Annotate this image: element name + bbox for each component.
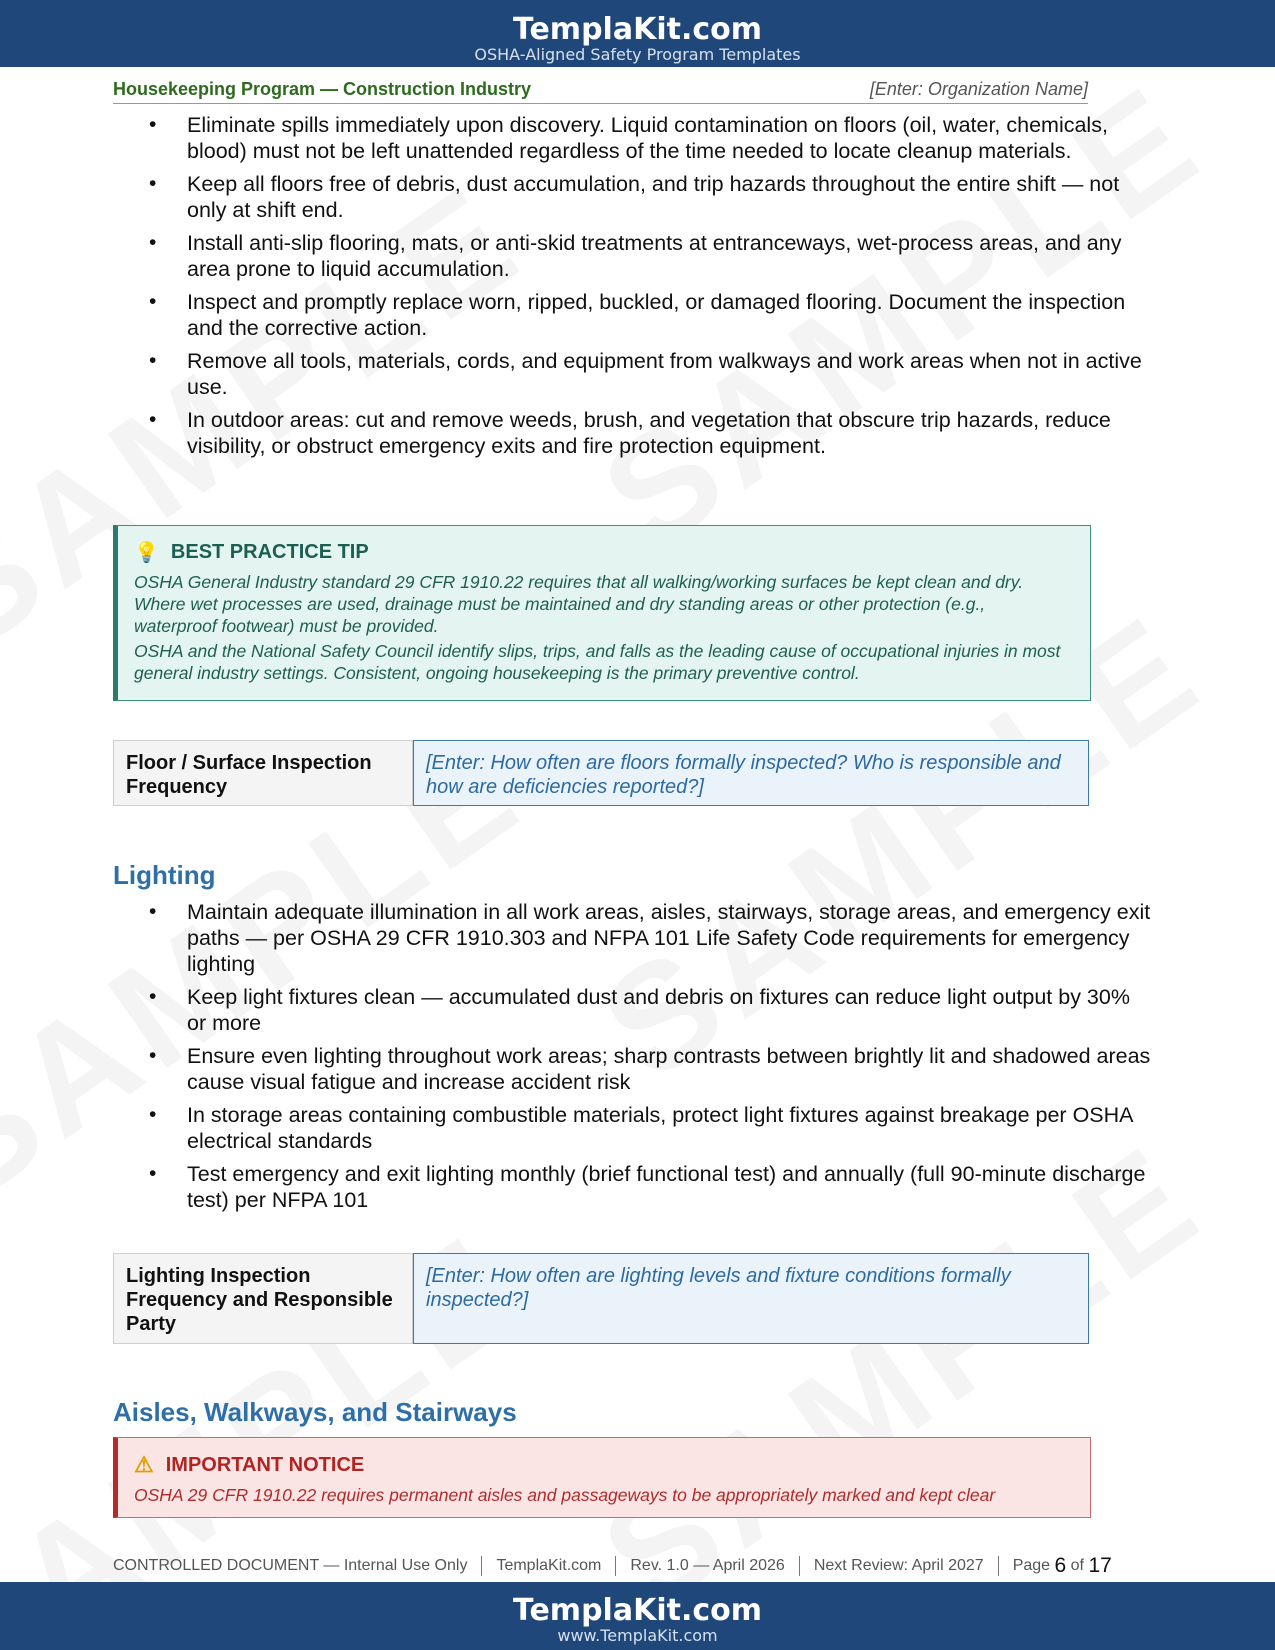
bullet-icon: • xyxy=(149,349,157,372)
bullet-icon: • xyxy=(149,985,157,1008)
section-heading-lighting: Lighting xyxy=(113,860,216,890)
bottom-banner xyxy=(0,1582,1275,1650)
tip-header xyxy=(134,540,1072,565)
footer-divider xyxy=(481,1556,482,1576)
floor-bullet-list xyxy=(113,112,1153,466)
list-item-text: Ensure even lighting throughout work areas; sharp contrasts between brightly lit and shadowed areas cause visual fatigue and increase accident risk xyxy=(187,1044,1151,1094)
top-banner xyxy=(0,0,1275,67)
list-item xyxy=(113,1161,1153,1213)
bullet-icon: • xyxy=(149,290,157,313)
tip-paragraph: OSHA and the National Safety Council identify slips, trips, and falls as the leading cause of occupational injuries in most general industry settings. Consistent, ongoing housekeeping is the primary preventive control. xyxy=(134,641,1061,683)
list-item xyxy=(113,112,1153,164)
list-item xyxy=(113,984,1153,1036)
list-item xyxy=(113,289,1153,341)
footer-revision: Rev. 1.0 — April 2026 xyxy=(630,1557,785,1574)
footer-line xyxy=(113,1551,1163,1581)
list-item-text: Install anti-slip flooring, mats, or anti-skid treatments at entranceways, wet-process areas, and any area prone to liquid accumulation. xyxy=(187,231,1122,281)
running-header xyxy=(113,76,1088,104)
field-label: Lighting Inspection Frequency and Responsible Party xyxy=(113,1253,413,1344)
bullet-icon: • xyxy=(149,1103,157,1126)
list-item xyxy=(113,407,1153,459)
lighting-bullet-list xyxy=(113,899,1153,1220)
footer-of-word: of xyxy=(1070,1557,1084,1574)
bottom-banner-brand: TemplaKit.com xyxy=(512,1593,762,1628)
floor-inspection-input[interactable]: [Enter: How often are floors formally inspected? Who is responsible and how are deficiencies reported?] xyxy=(413,740,1089,806)
section-heading-aisles: Aisles, Walkways, and Stairways xyxy=(113,1397,517,1427)
list-item xyxy=(113,348,1153,400)
banner-brand: TemplaKit.com xyxy=(512,12,762,47)
footer-page-total: 17 xyxy=(1088,1554,1112,1577)
bullet-icon: • xyxy=(149,172,157,195)
list-item xyxy=(113,899,1153,977)
organization-placeholder: [Enter: Organization Name] xyxy=(869,79,1088,99)
banner-tagline: OSHA-Aligned Safety Program Templates xyxy=(474,45,801,64)
document-title: Housekeeping Program — Construction Industry xyxy=(113,79,532,99)
footer-divider xyxy=(799,1556,800,1576)
footer-site: TemplaKit.com xyxy=(496,1557,602,1574)
list-item-text: Inspect and promptly replace worn, ripped, buckled, or damaged flooring. Document the inspection and the corrective action. xyxy=(187,290,1126,340)
footer-page-word: Page xyxy=(1012,1557,1051,1574)
list-item xyxy=(113,230,1153,282)
bullet-icon: • xyxy=(149,900,157,923)
bullet-icon: • xyxy=(149,1044,157,1067)
list-item xyxy=(113,1102,1153,1154)
notice-text: OSHA 29 CFR 1910.22 requires permanent aisles and passageways to be appropriately marked and kept clear xyxy=(134,1485,996,1505)
bullet-icon: • xyxy=(149,113,157,136)
list-item-text: Test emergency and exit lighting monthly (brief functional test) and annually (full 90-minute discharge test) per NFPA 101 xyxy=(187,1162,1146,1212)
bullet-icon: • xyxy=(149,1162,157,1185)
tip-paragraph: OSHA General Industry standard 29 CFR 1910.22 requires that all walking/working surfaces be kept clean and dry. Where wet processes are used, drainage must be maintained and dry standing areas or other protection (e.g., waterproof footwear) must be provided. xyxy=(134,572,1024,636)
footer-divider xyxy=(615,1556,616,1576)
bullet-icon: • xyxy=(149,231,157,254)
list-item-text: In storage areas containing combustible materials, protect light fixtures against breakage per OSHA electrical standards xyxy=(187,1103,1133,1153)
floor-inspection-field xyxy=(113,740,1089,806)
list-item-text: Keep all floors free of debris, dust accumulation, and trip hazards throughout the entire shift — not only at shift end. xyxy=(187,172,1120,222)
notice-title: IMPORTANT NOTICE xyxy=(165,1453,365,1476)
footer-divider xyxy=(998,1556,999,1576)
bullet-icon: • xyxy=(149,408,157,431)
list-item-text: Remove all tools, materials, cords, and equipment from walkways and work areas when not in active use. xyxy=(187,349,1142,399)
lightbulb-icon: 💡 xyxy=(134,542,159,564)
tip-title: BEST PRACTICE TIP xyxy=(170,541,369,563)
list-item-text: In outdoor areas: cut and remove weeds, brush, and vegetation that obscure trip hazards, reduce visibility, or obstruct emergency exits and fire protection equipment. xyxy=(187,408,1111,458)
lighting-inspection-input[interactable]: [Enter: How often are lighting levels and fixture conditions formally inspected?] xyxy=(413,1253,1089,1344)
warning-icon: ⚠ xyxy=(134,1452,154,1477)
footer-next-review: Next Review: April 2027 xyxy=(813,1557,984,1574)
notice-header xyxy=(134,1452,1072,1478)
list-item-text: Maintain adequate illumination in all work areas, aisles, stairways, storage areas, and emergency exit paths — per OSHA 29 CFR 1910.303 and NFPA 101 Life Safety Code requirements for emergency lighting xyxy=(187,900,1151,976)
best-practice-tip xyxy=(113,525,1091,701)
field-label: Floor / Surface Inspection Frequency xyxy=(113,740,413,806)
important-notice xyxy=(113,1437,1091,1518)
list-item-text: Eliminate spills immediately upon discovery. Liquid contamination on floors (oil, water, chemicals, blood) must not be left unattended regardless of the time needed to locate cleanup materials. xyxy=(187,113,1108,163)
list-item-text: Keep light fixtures clean — accumulated dust and debris on fixtures can reduce light output by 30% or more xyxy=(187,985,1130,1035)
lighting-inspection-field xyxy=(113,1253,1089,1344)
bottom-banner-url[interactable]: www.TemplaKit.com xyxy=(557,1626,718,1645)
list-item xyxy=(113,171,1153,223)
list-item xyxy=(113,1043,1153,1095)
footer-controlled: CONTROLLED DOCUMENT — Internal Use Only xyxy=(113,1557,468,1574)
footer-page-number: 6 xyxy=(1054,1554,1067,1577)
